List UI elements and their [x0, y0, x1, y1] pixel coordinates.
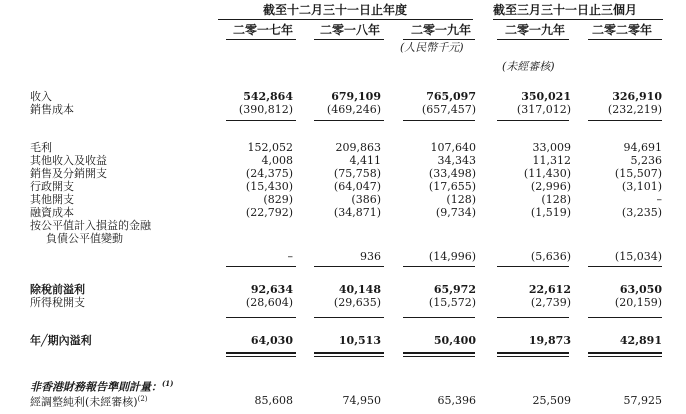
ae-2019: (17,655) — [428, 180, 476, 193]
drule-b-5 — [588, 356, 662, 357]
row-label-cost-of-sales: 銷售成本 — [30, 103, 74, 116]
row-label-profit-before-tax: 除稅前溢利 — [30, 283, 85, 296]
oi-2019: 34,343 — [437, 154, 476, 167]
cost-2018: (469,246) — [326, 103, 381, 116]
rule-np-2 — [314, 317, 384, 318]
col-rule-5 — [588, 39, 662, 40]
drule-b-4 — [497, 356, 569, 357]
rule-pbt-4 — [497, 266, 569, 267]
drule-a-4 — [497, 352, 569, 354]
np-2020q: 42,891 — [619, 334, 662, 347]
row-label-revenue: 收入 — [30, 90, 52, 103]
drule-a-1 — [226, 352, 296, 354]
tax-2018: (29,635) — [333, 296, 381, 309]
np-2018: 10,513 — [338, 334, 381, 347]
oe-2020q: – — [656, 193, 662, 206]
rule-np-1 — [226, 317, 296, 318]
row-label-fvtpl-line1: 按公平值計入損益的金融 — [30, 219, 151, 232]
anp-2017: 85,608 — [254, 394, 293, 407]
fv-2020q: (15,034) — [614, 250, 662, 263]
rule-np-4 — [497, 317, 569, 318]
pbt-2020q: 63,050 — [619, 283, 662, 296]
revenue-2018: 679,109 — [331, 90, 381, 103]
ae-2019q: (2,996) — [530, 180, 571, 193]
cost-2019q: (317,012) — [516, 103, 571, 116]
fc-2018: (34,871) — [333, 206, 381, 219]
fv-2017: – — [287, 250, 293, 263]
year-2019: 二零一九年 — [411, 23, 472, 37]
header-rule-year — [218, 19, 473, 20]
tax-2019: (15,572) — [428, 296, 476, 309]
revenue-2019q: 350,021 — [521, 90, 571, 103]
se-2017: (24,375) — [245, 167, 293, 180]
drule-b-1 — [226, 356, 296, 357]
cost-2020q: (232,219) — [607, 103, 662, 116]
unit-label: (人民幣千元) — [400, 41, 464, 54]
fc-2019: (9,734) — [435, 206, 476, 219]
pbt-2019: 65,972 — [433, 283, 476, 296]
row-label-other-expenses: 其他開支 — [30, 193, 74, 206]
rule-gp-1 — [226, 120, 296, 121]
ae-2020q: (3,101) — [621, 180, 662, 193]
col-rule-1 — [226, 39, 296, 40]
year-2017: 二零一七年 — [233, 23, 294, 37]
gp-2019q: 33,009 — [532, 141, 571, 154]
rule-np-3 — [403, 317, 475, 318]
rule-gp-5 — [588, 120, 662, 121]
np-2017: 64,030 — [250, 334, 293, 347]
rule-pbt-5 — [588, 266, 662, 267]
unaudited-label: (未經審核) — [502, 60, 555, 73]
row-label-other-income: 其他收入及收益 — [30, 154, 107, 167]
oe-2019: (128) — [446, 193, 476, 206]
anp-2018: 74,950 — [342, 394, 381, 407]
anp-2020q: 57,925 — [623, 394, 662, 407]
fc-2020q: (3,235) — [621, 206, 662, 219]
oe-2018: (386) — [351, 193, 381, 206]
row-label-income-tax: 所得稅開支 — [30, 296, 85, 309]
anp-2019: 65,396 — [437, 394, 476, 407]
fc-2017: (22,792) — [245, 206, 293, 219]
adjusted-net-profit-label — [30, 393, 148, 409]
se-2019: (33,498) — [428, 167, 476, 180]
se-2019q: (11,430) — [523, 167, 571, 180]
tax-2019q: (2,739) — [530, 296, 571, 309]
oi-2017: 4,008 — [261, 154, 293, 167]
row-label-admin-expenses: 行政開支 — [30, 180, 74, 193]
se-2018: (75,758) — [333, 167, 381, 180]
fv-2018: 936 — [360, 250, 381, 263]
rule-pbt-3 — [403, 266, 475, 267]
gp-2018: 209,863 — [335, 141, 381, 154]
tax-2020q: (20,159) — [614, 296, 662, 309]
col-rule-2 — [314, 39, 384, 40]
oi-2020q: 5,236 — [630, 154, 662, 167]
row-label-fvtpl-line2: 負債公平值變動 — [46, 232, 123, 245]
oe-2017: (829) — [263, 193, 293, 206]
row-label-profit-for-period: 年╱期內溢利 — [30, 334, 92, 347]
gp-2020q: 94,691 — [623, 141, 662, 154]
rule-gp-4 — [497, 120, 569, 121]
np-2019: 50,400 — [433, 334, 476, 347]
gp-2019: 107,640 — [430, 141, 476, 154]
drule-b-2 — [314, 356, 384, 357]
rule-pbt-1 — [226, 266, 296, 267]
non-hkfrs-title-note: (1) — [162, 379, 174, 388]
drule-a-5 — [588, 352, 662, 354]
se-2020q: (15,507) — [614, 167, 662, 180]
np-2019q: 19,873 — [528, 334, 571, 347]
pbt-2019q: 22,612 — [528, 283, 571, 296]
anp-2019q: 25,509 — [532, 394, 571, 407]
row-label-finance-costs: 融資成本 — [30, 206, 74, 219]
header-rule-3m — [493, 19, 663, 20]
non-hkfrs-title-text: 非香港財務報告準則計量： — [30, 380, 162, 394]
rule-pbt-2 — [314, 266, 384, 267]
drule-b-3 — [403, 356, 475, 357]
gp-2017: 152,052 — [247, 141, 293, 154]
fc-2019q: (1,519) — [530, 206, 571, 219]
cost-2019: (657,457) — [421, 103, 476, 116]
non-hkfrs-title — [30, 378, 174, 394]
adjusted-net-profit-text: 經調整純利(未經審核) — [30, 395, 138, 409]
oi-2018: 4,411 — [349, 154, 381, 167]
cost-2017: (390,812) — [238, 103, 293, 116]
oe-2019q: (128) — [541, 193, 571, 206]
rule-np-5 — [588, 317, 662, 318]
fv-2019: (14,996) — [428, 250, 476, 263]
pbt-2017: 92,634 — [250, 283, 293, 296]
fv-2019q: (5,636) — [530, 250, 571, 263]
revenue-2017: 542,864 — [243, 90, 293, 103]
row-label-selling-expenses: 銷售及分銷開支 — [30, 167, 107, 180]
adjusted-net-profit-note: (2) — [137, 395, 148, 403]
row-label-gross-profit: 毛利 — [30, 141, 52, 154]
drule-a-2 — [314, 352, 384, 354]
col-rule-3 — [403, 39, 475, 40]
rule-gp-2 — [314, 120, 384, 121]
year-2020-q: 二零二零年 — [592, 23, 653, 37]
revenue-2020q: 326,910 — [612, 90, 662, 103]
ae-2018: (64,047) — [333, 180, 381, 193]
drule-a-3 — [403, 352, 475, 354]
pbt-2018: 40,148 — [338, 283, 381, 296]
year-2018: 二零一八年 — [320, 23, 381, 37]
rule-gp-3 — [403, 120, 475, 121]
period-3m-header: 截至三月三十一日止三個月 — [493, 3, 638, 17]
revenue-2019: 765,097 — [426, 90, 476, 103]
tax-2017: (28,604) — [245, 296, 293, 309]
oi-2019q: 11,312 — [532, 154, 571, 167]
col-rule-4 — [497, 39, 569, 40]
year-2019-q: 二零一九年 — [505, 23, 566, 37]
period-year-header: 截至十二月三十一日止年度 — [263, 3, 408, 17]
ae-2017: (15,430) — [245, 180, 293, 193]
